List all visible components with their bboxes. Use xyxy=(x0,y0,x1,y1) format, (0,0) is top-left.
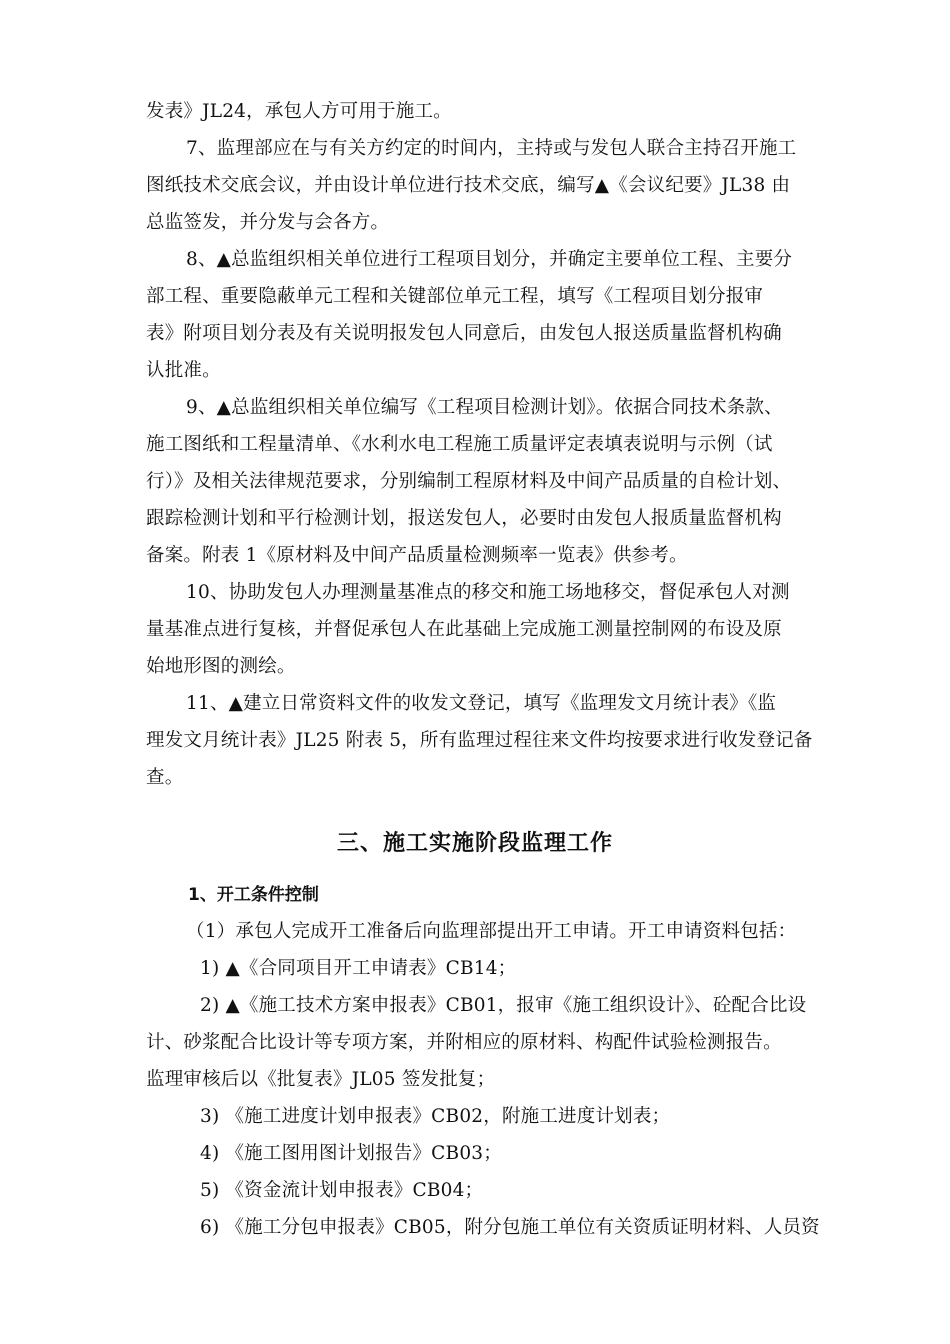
list-item: 6) 《施工分包申报表》CB05，附分包施工单位有关资质证明材料、人员资 xyxy=(200,1217,820,1238)
paragraph-line: 7、监理部应在与有关方约定的时间内，主持或与发包人联合主持召开施工 xyxy=(186,138,797,159)
paragraph-line: 量基准点进行复核，并督促承包人在此基础上完成施工测量控制网的布设及原 xyxy=(146,619,782,640)
paragraph-line: 始地形图的测绘。 xyxy=(146,656,296,677)
paragraph-line: 行）》及相关法律规范要求，分别编制工程原材料及中间产品质量的自检计划、 xyxy=(146,471,792,492)
paragraph-line: （1）承包人完成开工准备后向监理部提出开工申请。开工申请资料包括： xyxy=(186,921,797,942)
paragraph-line: 部工程、重要隐蔽单元工程和关键部位单元工程，填写《工程项目划分报审 xyxy=(146,286,764,307)
section-heading: 三、施工实施阶段监理工作 xyxy=(336,831,613,856)
paragraph-line: 表》附项目划分表及有关说明报发包人同意后，由发包人报送质量监督机构确 xyxy=(146,323,782,344)
paragraph-line: 备案。附表 1《原材料及中间产品质量检测频率一览表》供参考。 xyxy=(146,545,688,566)
subsection-heading: 1、开工条件控制 xyxy=(188,885,319,905)
list-item: 1) ▲《合同项目开工申请表》CB14； xyxy=(200,958,517,979)
paragraph-line: 施工图纸和工程量清单、《水利水电工程施工质量评定表填表说明与示例（试 xyxy=(146,434,773,455)
list-item: 3) 《施工进度计划申报表》CB02，附施工进度计划表； xyxy=(200,1106,671,1127)
paragraph-line: 11、▲建立日常资料文件的收发文登记，填写《监理发文月统计表》《监 xyxy=(186,693,777,714)
paragraph-line: 监理审核后以《批复表》JL05 签发批复； xyxy=(146,1069,496,1090)
list-item: 4) 《施工图用图计划报告》CB03； xyxy=(200,1143,502,1164)
paragraph-line: 图纸技术交底会议，并由设计单位进行技术交底，编写▲《会议纪要》JL38 由 xyxy=(146,175,791,196)
paragraph-line: 理发文月统计表》JL25 附表 5，所有监理过程往来文件均按要求进行收发登记备 xyxy=(146,730,813,751)
paragraph-line: 10、协助发包人办理测量基准点的移交和施工场地移交，督促承包人对测 xyxy=(186,582,790,603)
paragraph-line: 查。 xyxy=(146,767,184,788)
list-item: 5) 《资金流计划申报表》CB04； xyxy=(200,1180,484,1201)
paragraph-line: 计、砂浆配合比设计等专项方案，并附相应的原材料、构配件试验检测报告。 xyxy=(146,1032,782,1053)
list-item: 2) ▲《施工技术方案申报表》CB01，报审《施工组织设计》、砼配合比设 xyxy=(200,995,807,1016)
paragraph-line: 8、▲总监组织相关单位进行工程项目划分，并确定主要单位工程、主要分 xyxy=(186,249,793,270)
paragraph-line: 总监签发，并分发与会各方。 xyxy=(146,212,390,233)
paragraph-line: 认批准。 xyxy=(146,360,221,381)
paragraph-line: 发表》JL24，承包人方可用于施工。 xyxy=(146,101,452,122)
paragraph-line: 跟踪检测计划和平行检测计划，报送发包人，必要时由发包人报质量监督机构 xyxy=(146,508,782,529)
paragraph-line: 9、▲总监组织相关单位编写《工程项目检测计划》。依据合同技术条款、 xyxy=(186,397,783,418)
